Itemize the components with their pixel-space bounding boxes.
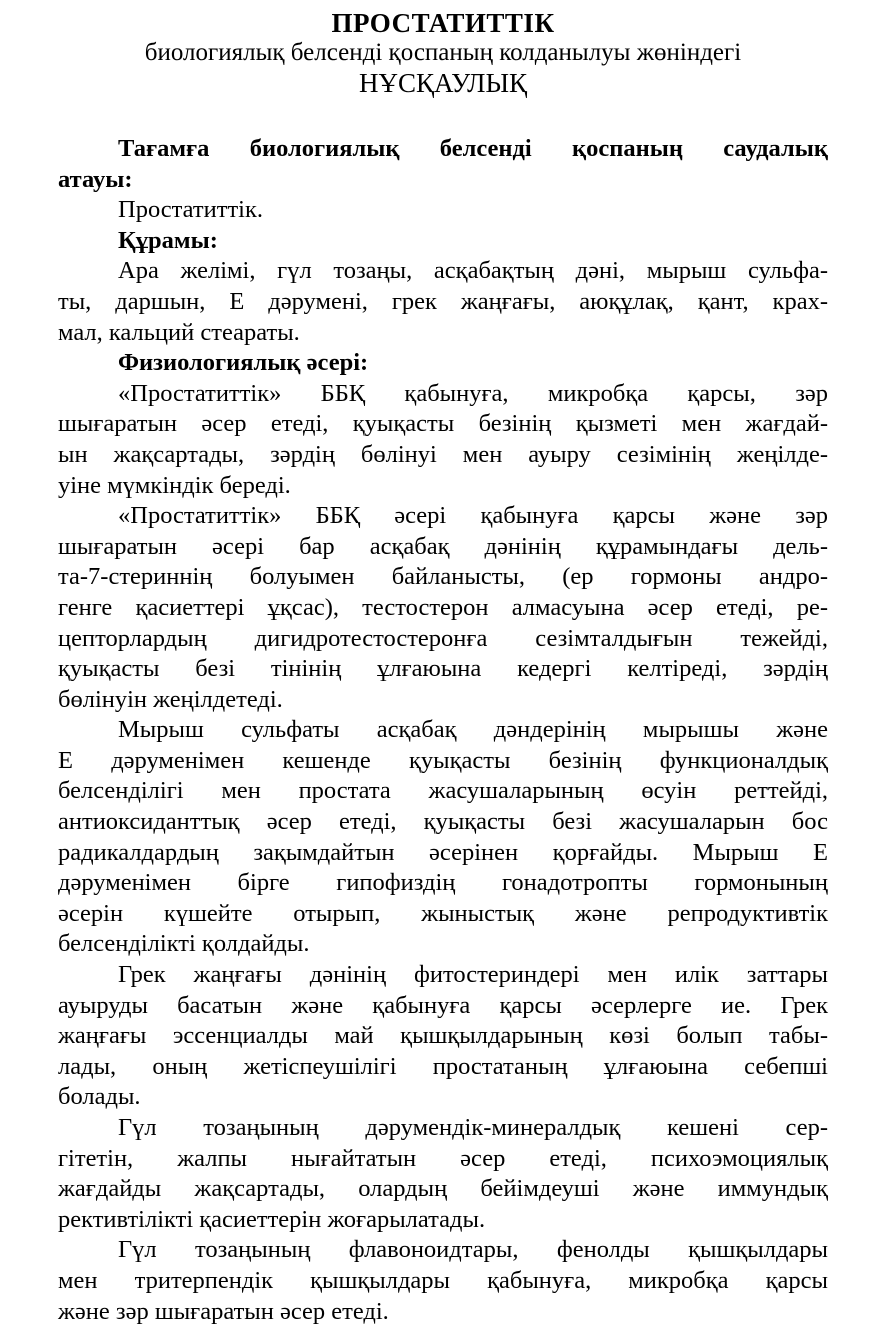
body-text-line: мен тритерпендік қышқылдары қабынуға, микробқа қарсы	[58, 1266, 828, 1294]
body-text-line: жағдайды жақсартады, олардың бейімдеуші және иммундық	[58, 1175, 828, 1203]
body-text-line: белсенділігі мен простата жасушаларының өсуін реттейді,	[58, 777, 828, 805]
body-text-line: әсерін күшейте отырып, жыныстық және репродуктивтік	[58, 899, 828, 927]
body-text-line: жаңғағы эссенциалды май қышқылдарының көзі болып табы-	[58, 1022, 828, 1050]
body-text-line: цепторлардың дигидротестостеронға сезімталдығын тежейді,	[58, 624, 828, 652]
body-text-line: бөлінуін жеңілдетеді.	[58, 685, 283, 713]
document-body	[58, 134, 828, 1327]
document-subtitle: биологиялық белсенді қоспаның колданылуы жөніндегі	[144, 39, 742, 66]
body-text-line: антиоксиданттық әсер етеді, қуықасты безі жасушаларын бос	[58, 808, 828, 836]
body-text-line: мал, кальций стеараты.	[58, 318, 300, 346]
section-heading-line: атауы:	[58, 165, 133, 193]
body-text-line: шығаратын әсер етеді, қуықасты безінің қызметі мен жағдай-	[58, 410, 828, 438]
body-text-line: ты, даршын, Е дәрумені, грек жаңғағы, аюқұлақ, қант, крах-	[58, 287, 828, 315]
body-text-line: Мырыш сульфаты асқабақ дәндерінің мырышы және	[118, 716, 828, 744]
body-text-line: гітетін, жалпы нығайтатын әсер етеді, психоэмоциялық	[58, 1144, 828, 1172]
section-heading-line: Тағамға биологиялық белсенді қоспаның саудалық	[118, 135, 828, 162]
section-heading-line: Құрамы:	[118, 226, 218, 254]
body-text-line: белсенділікті қолдайды.	[58, 930, 310, 958]
section-heading-line: Физиологиялық әсері:	[118, 349, 369, 377]
body-text-line: уіне мүмкіндік береді.	[58, 471, 291, 499]
body-text-line: Грек жаңғағы дәнінің фитостериндері мен илік заттары	[118, 961, 828, 989]
product-title: ПРОСТАТИТТІК	[331, 8, 555, 38]
body-text-line: дәруменімен бірге гипофиздің гонадотропты гормонының	[58, 869, 828, 897]
body-text-line: Гүл тозаңының флавоноидтары, фенолды қышқылдары	[118, 1236, 828, 1264]
body-text-line: «Простатиттік» ББҚ әсері қабынуға қарсы және зәр	[118, 502, 828, 530]
body-text-line: лады, оның жетіспеушілігі простатаның ұлғаюына себепші	[58, 1052, 828, 1080]
document-page	[58, 8, 828, 1327]
body-text-line: Ара желімі, гүл тозаңы, асқабақтың дәні, мырыш сульфа-	[118, 257, 828, 285]
body-text-line: ын жақсартады, зәрдің бөлінуі мен ауыру сезімінің жеңілде-	[58, 440, 828, 468]
body-text-line: генге қасиеттері ұқсас), тестостерон алмасуына әсер етеді, ре-	[58, 593, 828, 621]
body-text-line: «Простатиттік» ББҚ қабынуға, микробқа қарсы, зәр	[118, 379, 828, 407]
body-text-line: Е дәруменімен кешенде қуықасты безінің функционалдық	[58, 746, 828, 774]
document-header	[58, 8, 828, 98]
body-text-line: Простатиттік.	[118, 196, 263, 224]
body-text-line: рективтілікті қасиеттерін жоғарылатады.	[58, 1205, 486, 1233]
body-text-line: болады.	[58, 1083, 141, 1111]
body-text-line: қуықасты безі тінінің ұлғаюына кедергі келтіреді, зәрдің	[58, 655, 828, 683]
document-type-heading: НҰСҚАУЛЫҚ	[358, 68, 528, 98]
body-text-line: Гүл тозаңының дәрумендік-минералдық кешені сер-	[118, 1114, 828, 1141]
body-text-line: та-7-стериннің болуымен байланысты, (ер гормоны андро-	[58, 563, 828, 591]
body-text-line: және зәр шығаратын әсер етеді.	[58, 1297, 389, 1325]
body-text-line: ауыруды басатын және қабынуға қарсы әсерлерге ие. Грек	[58, 991, 828, 1019]
body-text-line: радикалдардың зақымдайтын әсерінен қорғайды. Мырыш Е	[58, 838, 828, 866]
body-text-line: шығаратын әсері бар асқабақ дәнінің құрамындағы дель-	[58, 532, 828, 560]
